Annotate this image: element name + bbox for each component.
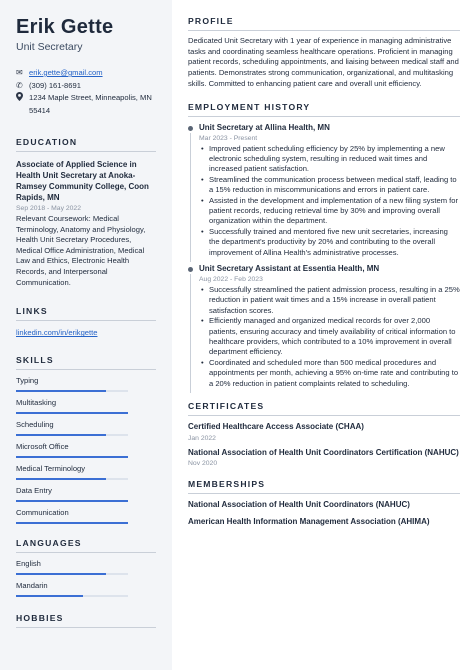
skills-section — [16, 355, 156, 524]
skill-item — [16, 398, 156, 414]
skill-item — [16, 464, 156, 480]
location-pin-icon — [16, 92, 29, 106]
job-bullet: • Assisted in the development and implementation of a new filing system for patient records, reducing retrieval time by 30% and improving overall organization within the department. — [199, 196, 460, 227]
certificates-list — [188, 422, 460, 467]
languages-heading: LANGUAGES — [16, 538, 156, 553]
skill-name: Scheduling — [16, 419, 54, 429]
timeline-line — [190, 133, 191, 262]
job-bullets — [199, 144, 460, 258]
skill-item — [16, 508, 156, 524]
links-section — [16, 306, 156, 339]
skill-level-bar — [16, 522, 128, 524]
job-dates: Mar 2023 - Present — [199, 134, 258, 142]
certificate-name: Certified Healthcare Access Associate (CHAA) — [188, 422, 364, 432]
skill-level-fill — [16, 522, 128, 524]
language-level-fill — [16, 573, 106, 575]
linkedin-link[interactable]: linkedin.com/in/erikgette — [16, 328, 98, 338]
contact-address-row — [16, 92, 156, 117]
job-dates: Aug 2022 - Feb 2023 — [199, 275, 263, 283]
skill-item — [16, 376, 156, 392]
language-level-bar — [16, 595, 128, 597]
employment-heading: EMPLOYMENT HISTORY — [188, 102, 460, 117]
education-section — [16, 137, 156, 288]
languages-section — [16, 538, 156, 597]
main-content — [172, 0, 474, 670]
skill-name: Multitasking — [16, 397, 57, 407]
skill-level-bar — [16, 434, 128, 436]
links-heading: LINKS — [16, 306, 156, 321]
certificate-name: National Association of Health Unit Coordinators Certification (NAHUC) — [188, 447, 459, 457]
hobbies-section — [16, 613, 156, 628]
certificates-section — [188, 401, 460, 467]
certificate-date: Jan 2022 — [188, 434, 216, 442]
timeline-line — [190, 274, 191, 393]
memberships-list — [188, 500, 460, 527]
phone-number: (309) 161-8691 — [29, 80, 81, 90]
job-title: Unit Secretary at Allina Health, MN — [199, 122, 330, 132]
skill-item — [16, 420, 156, 436]
language-name: Mandarin — [16, 580, 48, 590]
timeline-dot — [188, 267, 193, 272]
job-entry — [188, 123, 460, 258]
contact-email-row — [16, 67, 156, 80]
skill-level-fill — [16, 478, 106, 480]
memberships-section — [188, 479, 460, 527]
job-bullet: • Streamlined the communication process between medical staff, leading to a 15% reduction in miscommunications and errors in patient care. — [199, 175, 460, 196]
profile-section — [188, 16, 460, 90]
job-entry — [188, 264, 460, 389]
skill-name: Typing — [16, 375, 39, 385]
membership-item: National Association of Health Unit Coordinators (NAHUC) — [188, 500, 410, 510]
hobbies-heading: HOBBIES — [16, 613, 156, 628]
language-name: English — [16, 558, 41, 568]
skills-list — [16, 376, 156, 524]
job-bullets — [199, 285, 460, 389]
skill-level-bar — [16, 456, 128, 458]
contact-info — [16, 67, 156, 117]
candidate-title: Unit Secretary — [16, 41, 83, 53]
language-item — [16, 559, 156, 575]
education-coursework: Relevant Coursework: Medical Terminology, Anatomy and Physiology, Health Unit Secretary Procedures, Medical Office Administration, Medical Law and Ethics, Electronic Health Records, and Interpersonal Communication. — [16, 214, 146, 287]
skill-level-bar — [16, 412, 128, 414]
employment-section — [188, 102, 460, 390]
certificates-heading: CERTIFICATES — [188, 401, 460, 416]
education-degree: Associate of Applied Science in Health Unit Secretary at Anoka-Ramsey Community College, Coon Rapids, MN — [16, 160, 149, 202]
candidate-name: Erik Gette — [16, 16, 114, 38]
profile-text: Dedicated Unit Secretary with 1 year of experience in managing administrative tasks and coordinating seamless healthcare operations. Proficient in managing patient records, scheduling appointments, and liaising between medical staff and patients. Demonstrates strong communication, organizational, and multitasking skills. Committed to enhancing patient care and overall unit efficiency. — [188, 36, 459, 88]
skill-level-bar — [16, 390, 128, 392]
job-bullet: • Coordinated and scheduled more than 500 medical procedures and appointments per month, achieving a 95% on-time rate and contributing to a 20% reduction in patient complaints related to scheduling. — [199, 358, 460, 389]
membership-item: American Health Information Management Association (AHIMA) — [188, 516, 430, 526]
language-level-bar — [16, 573, 128, 575]
certificate-date: Nov 2020 — [188, 460, 218, 468]
education-dates: Sep 2018 - May 2022 — [16, 205, 81, 212]
skill-item — [16, 442, 156, 458]
skill-level-fill — [16, 456, 128, 458]
skill-name: Microsoft Office — [16, 441, 69, 451]
contact-phone-row — [16, 80, 156, 93]
envelope-icon: ✉ — [16, 68, 23, 77]
skill-level-bar — [16, 478, 128, 480]
skill-name: Communication — [16, 507, 69, 517]
profile-heading: PROFILE — [188, 16, 460, 31]
job-title: Unit Secretary Assistant at Essentia Health, MN — [199, 263, 380, 273]
job-bullet: • Successfully streamlined the patient admission process, resulting in a 25% reduction in patient wait times and a 15% increase in overall patient satisfaction scores. — [199, 285, 460, 316]
language-level-fill — [16, 595, 83, 597]
education-heading: EDUCATION — [16, 137, 156, 152]
timeline-dot — [188, 126, 193, 131]
skill-name: Data Entry — [16, 485, 52, 495]
skill-level-fill — [16, 500, 128, 502]
language-item — [16, 581, 156, 597]
job-bullet: • Successfully trained and mentored five new unit secretaries, increasing the department's productivity by 20% and contributing to the overall improvement of Allina Health's administrative processes. — [199, 227, 460, 258]
skill-name: Medical Terminology — [16, 463, 86, 473]
skill-item — [16, 486, 156, 502]
languages-list — [16, 559, 156, 597]
job-bullet: • Improved patient scheduling efficiency by 25% by implementing a new electronic scheduling system, resulting in reduced wait times and increased patient satisfaction. — [199, 144, 460, 175]
skill-level-fill — [16, 434, 106, 436]
job-bullet: • Efficiently managed and organized medical records for over 2,000 patients, ensuring accuracy and timely availability of critical information to healthcare providers, which contributed to a 10% improvement in overall department efficiency. — [199, 316, 460, 358]
email-link[interactable]: erik.gette@gmail.com — [29, 68, 103, 77]
sidebar — [0, 0, 172, 670]
jobs-list — [188, 123, 460, 390]
skill-level-bar — [16, 500, 128, 502]
skill-level-fill — [16, 412, 128, 414]
phone-icon: ✆ — [16, 80, 23, 90]
address: 1234 Maple Street, Minneapolis, MN 55414 — [29, 93, 152, 115]
memberships-heading: MEMBERSHIPS — [188, 479, 460, 494]
skills-heading: SKILLS — [16, 355, 156, 370]
skill-level-fill — [16, 390, 106, 392]
